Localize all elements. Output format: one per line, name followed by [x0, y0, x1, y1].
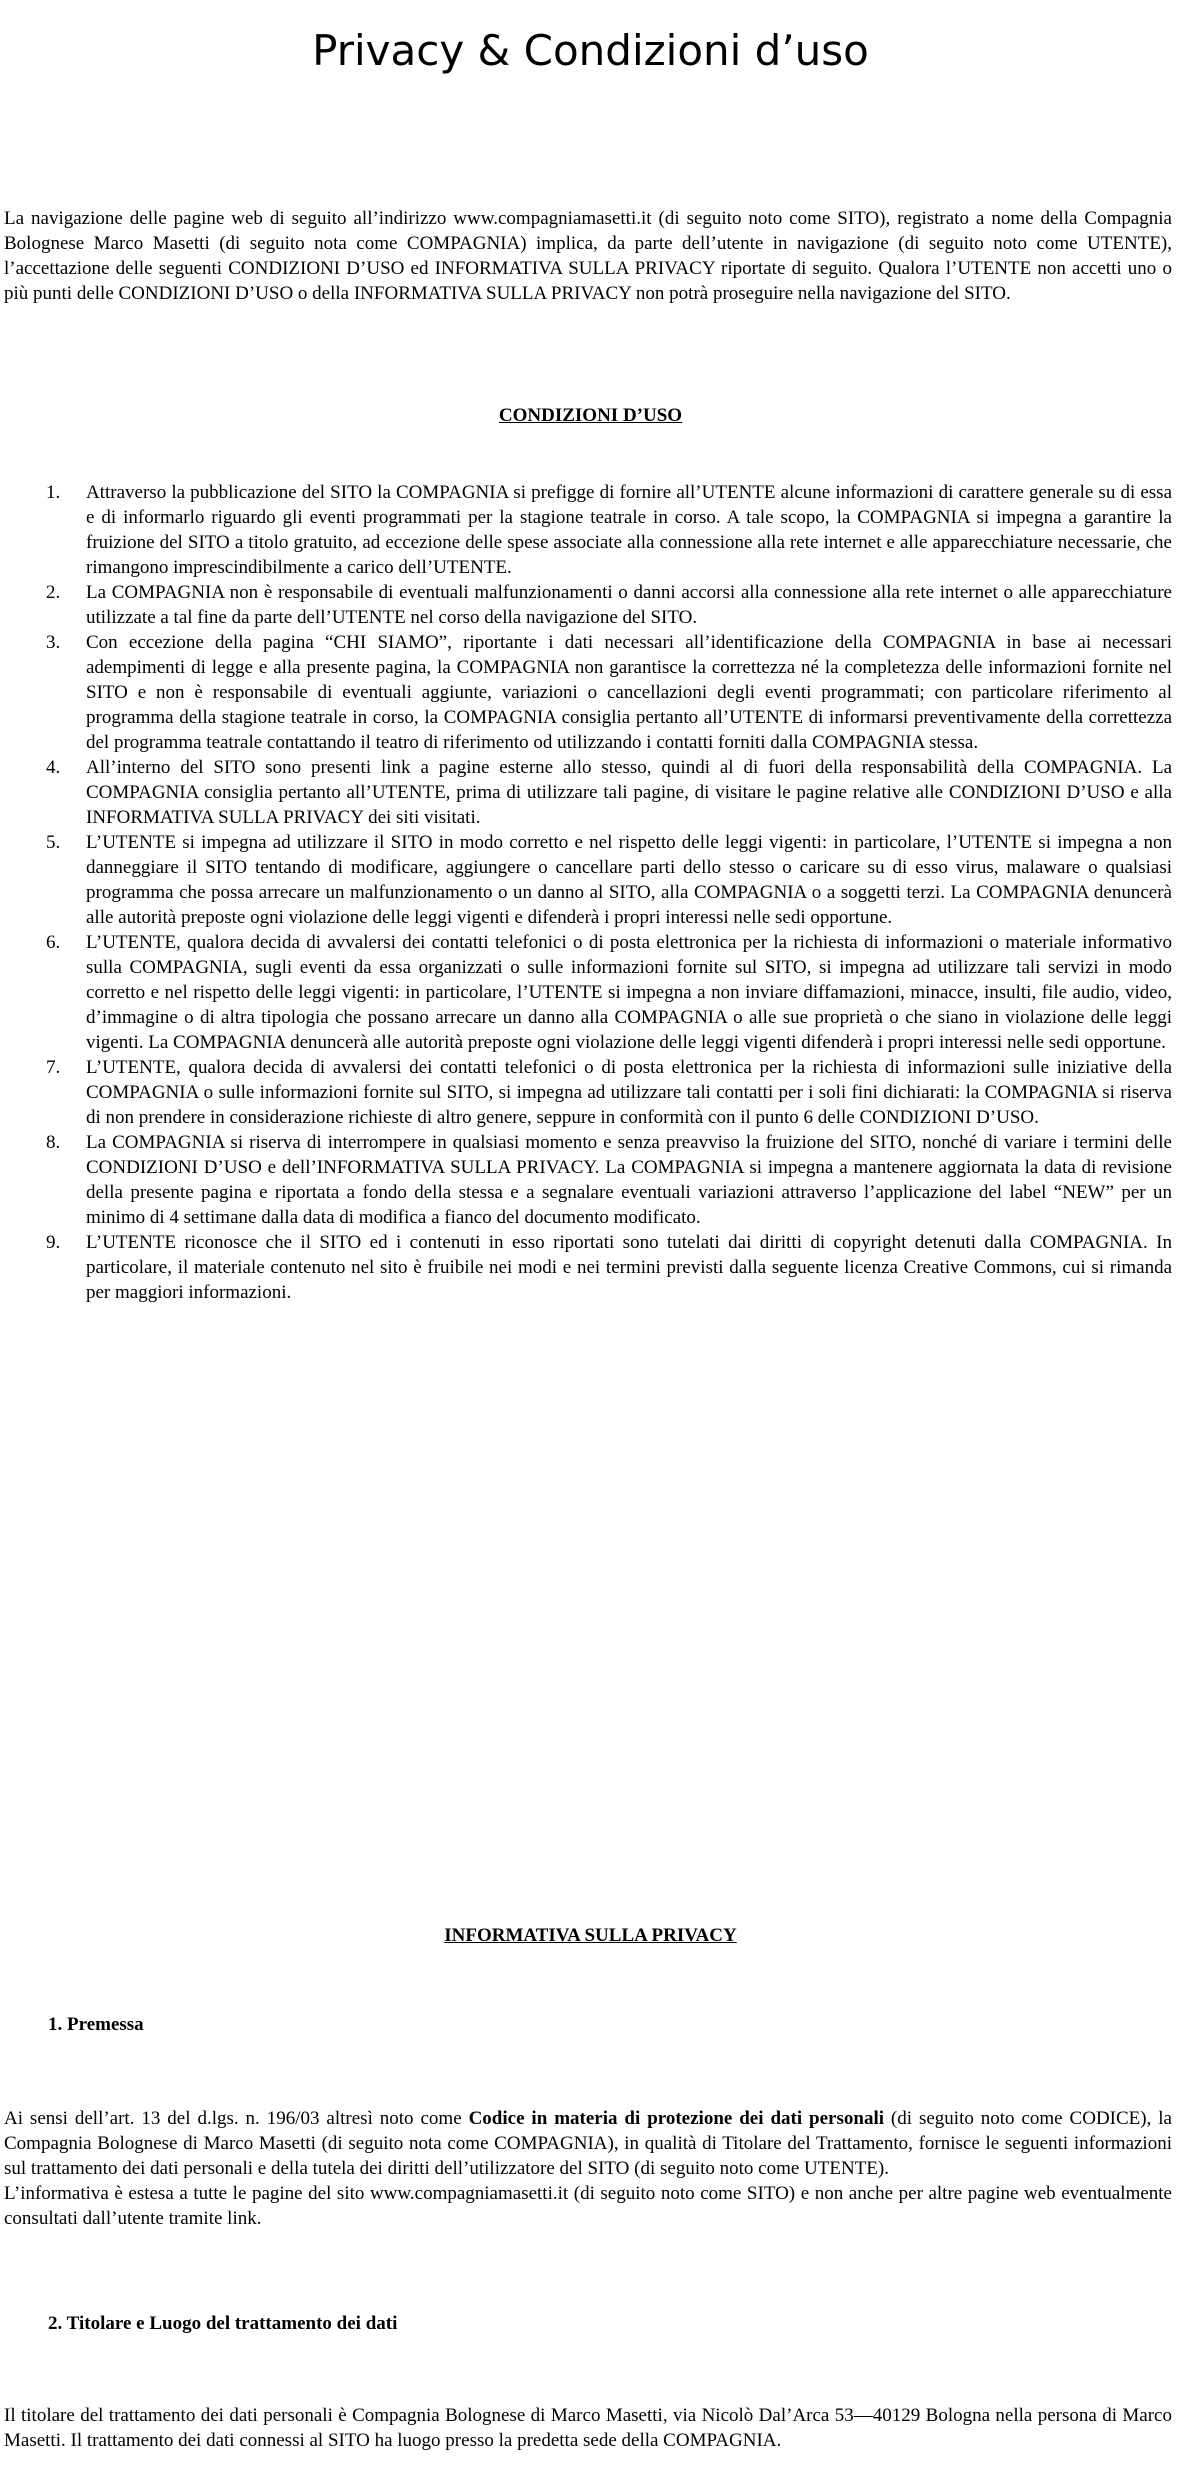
list-item: 2. La COMPAGNIA non è responsabile di eventuali malfunzionamenti o danni accorsi alla connessione alla rete internet o alle apparecchiature utilizzate a tal fine da parte dell’UTENTE nel corso della navigazione del SITO. [46, 582, 1172, 628]
list-item: 9. L’UTENTE riconosce che il SITO ed i contenuti in esso riportati sono tutelati dai diritti di copyright detenuti dalla COMPAGNIA. In particolare, il materiale contenuto nel sito è fruibile nei modi e nei termini previsti dalla seguente licenza Creative Commons, cui si rimanda per maggiori informazioni. [46, 1232, 1172, 1303]
intro-paragraph: La navigazione delle pagine web di seguito all’indirizzo www.compagniamasetti.it (di seguito noto come SITO), registrato a nome della Compagnia Bolognese Marco Masetti (di seguito nota come COMPAGNIA) implica, da parte dell’utente in navigazione (di seguito noto come UTENTE), l’accettazione delle seguenti CONDIZIONI D’USO ed INFORMATIVA SULLA PRIVACY riportate di seguito. Qualora l’UTENTE non accetti uno o più punti delle CONDIZIONI D’USO o della INFORMATIVA SULLA PRIVACY non potrà proseguire nella navigazione del SITO. [4, 208, 1172, 304]
premessa-paragraph: Ai sensi dell’art. 13 del d.lgs. n. 196/03 altresì noto come Codice in materia di protezione dei dati personali (di seguito noto come CODICE), la Compagnia Bolognese di Marco Masetti (di seguito nota come COMPAGNIA), in qualità di Titolare del Trattamento, fornisce le seguenti informazioni sul trattamento dei dati personali e della tutela dei diritti dell’utilizzatore del SITO (di seguito noto come UTENTE). [4, 2108, 1172, 2179]
section-heading-titolare: 2. Titolare e Luogo del trattamento dei dati [48, 2313, 398, 2334]
codice-bold-text: Codice in materia di protezione dei dati personali [468, 2108, 884, 2129]
section-heading-premessa: 1. Premessa [48, 2014, 144, 2035]
list-item: 4. All’interno del SITO sono presenti link a pagine esterne allo stesso, quindi al di fuori della responsabilità della COMPAGNIA. La COMPAGNIA consiglia pertanto all’UTENTE, prima di utilizzare tali pagine, di visitare le pagine relative alle CONDIZIONI D’USO e alla INFORMATIVA SULLA PRIVACY dei siti visitati. [46, 757, 1172, 828]
page-title: Privacy & Condizioni d’uso [312, 26, 869, 75]
list-item: 1. Attraverso la pubblicazione del SITO la COMPAGNIA si prefigge di fornire all’UTENTE alcune informazioni di carattere generale su di essa e di informarlo riguardo gli eventi programmati per la stagione teatrale in corso. A tale scopo, la COMPAGNIA si impegna a garantire la fruizione del SITO a titolo gratuito, ad eccezione delle spese associate alla connessione alla rete internet e alle apparecchiature necessarie, che rimangono imprescindibilmente a carico dell’UTENTE. [46, 482, 1172, 578]
list-item: 8. La COMPAGNIA si riserva di interrompere in qualsiasi momento e senza preavviso la fruizione del SITO, nonché di variare i termini delle CONDIZIONI D’USO e dell’INFORMATIVA SULLA PRIVACY. La COMPAGNIA si impegna a mantenere aggiornata la data di revisione della presente pagina e riportata a fondo della stessa e a segnalare eventuali variazioni attraverso l’applicazione del label “NEW” per un minimo di 4 settimane dalla data di modifica a fianco del documento modificato. [46, 1132, 1172, 1228]
privacy-heading: INFORMATIVA SULLA PRIVACY [444, 1925, 737, 1946]
list-item: 5. L’UTENTE si impegna ad utilizzare il SITO in modo corretto e nel rispetto delle leggi vigenti: in particolare, l’UTENTE si impegna a non danneggiare il SITO tentando di modificare, aggiungere o cancellare parti dello stesso o caricare su di esso virus, malaware o qualsiasi programma che possa arrecare un malfunzionamento o un danno al SITO, alla COMPAGNIA o a soggetti terzi. La COMPAGNIA denuncerà alle autorità preposte ogni violazione delle leggi vigenti e difenderà i propri interessi nelle sedi opportune. [46, 832, 1172, 928]
conditions-list [4, 480, 1172, 1305]
list-item: 7. L’UTENTE, qualora decida di avvalersi dei contatti telefonici o di posta elettronica per la richiesta di informazioni sulle iniziative della COMPAGNIA o sulle informazioni fornite sul SITO, si impegna ad utilizzare tali contatti per i soli fini dichiarati: la COMPAGNIA si riserva di non prendere in considerazione richieste di altro genere, seppure in conformità con il punto 6 delle CONDIZIONI D’USO. [46, 1057, 1172, 1128]
titolare-paragraph: Il titolare del trattamento dei dati personali è Compagnia Bolognese di Marco Masetti, via Nicolò Dal’Arca 53—40129 Bologna nella persona di Marco Masetti. Il trattamento dei dati connessi al SITO ha luogo presso la predetta sede della COMPAGNIA. [4, 2405, 1172, 2451]
conditions-heading: CONDIZIONI D’USO [498, 405, 683, 426]
list-item: 6. L’UTENTE, qualora decida di avvalersi dei contatti telefonici o di posta elettronica per la richiesta di informazioni o materiale informativo sulla COMPAGNIA, sugli eventi da essa organizzati o sulle informazioni fornite sul SITO, si impegna ad utilizzare tali servizi in modo corretto e nel rispetto delle leggi vigenti: in particolare, l’UTENTE si impegna a non inviare diffamazioni, minacce, insulti, file audio, video, d’immagine o di altra tipologia che possano arrecare un danno alla COMPAGNIA o alle sue proprietà o che siano in violazione delle leggi vigenti. La COMPAGNIA denuncerà alle autorità preposte ogni violazione delle leggi vigenti difenderà i propri interessi nelle sedi opportune. [46, 932, 1172, 1053]
premessa-section [4, 2106, 1172, 2231]
premessa-paragraph-2: L’informativa è estesa a tutte le pagine del sito www.compagniamasetti.it (di seguito noto come SITO) e non anche per altre pagine web eventualmente consultati dall’utente tramite link. [4, 2183, 1172, 2229]
list-item: 3. Con eccezione della pagina “CHI SIAMO”, riportante i dati necessari all’identificazione della COMPAGNIA in base ai necessari adempimenti di legge e alla presente pagina, la COMPAGNIA non garantisce la correttezza né la completezza delle informazioni fornite nel SITO e non è responsabile di eventuali aggiunte, variazioni o cancellazioni degli eventi programmati; con particolare riferimento al programma della stagione teatrale in corso, la COMPAGNIA consiglia pertanto all’UTENTE di informarsi preventivamente della correttezza del programma teatrale contattando il teatro di riferimento od utilizzando i contatti forniti dalla COMPAGNIA stessa. [46, 632, 1172, 753]
